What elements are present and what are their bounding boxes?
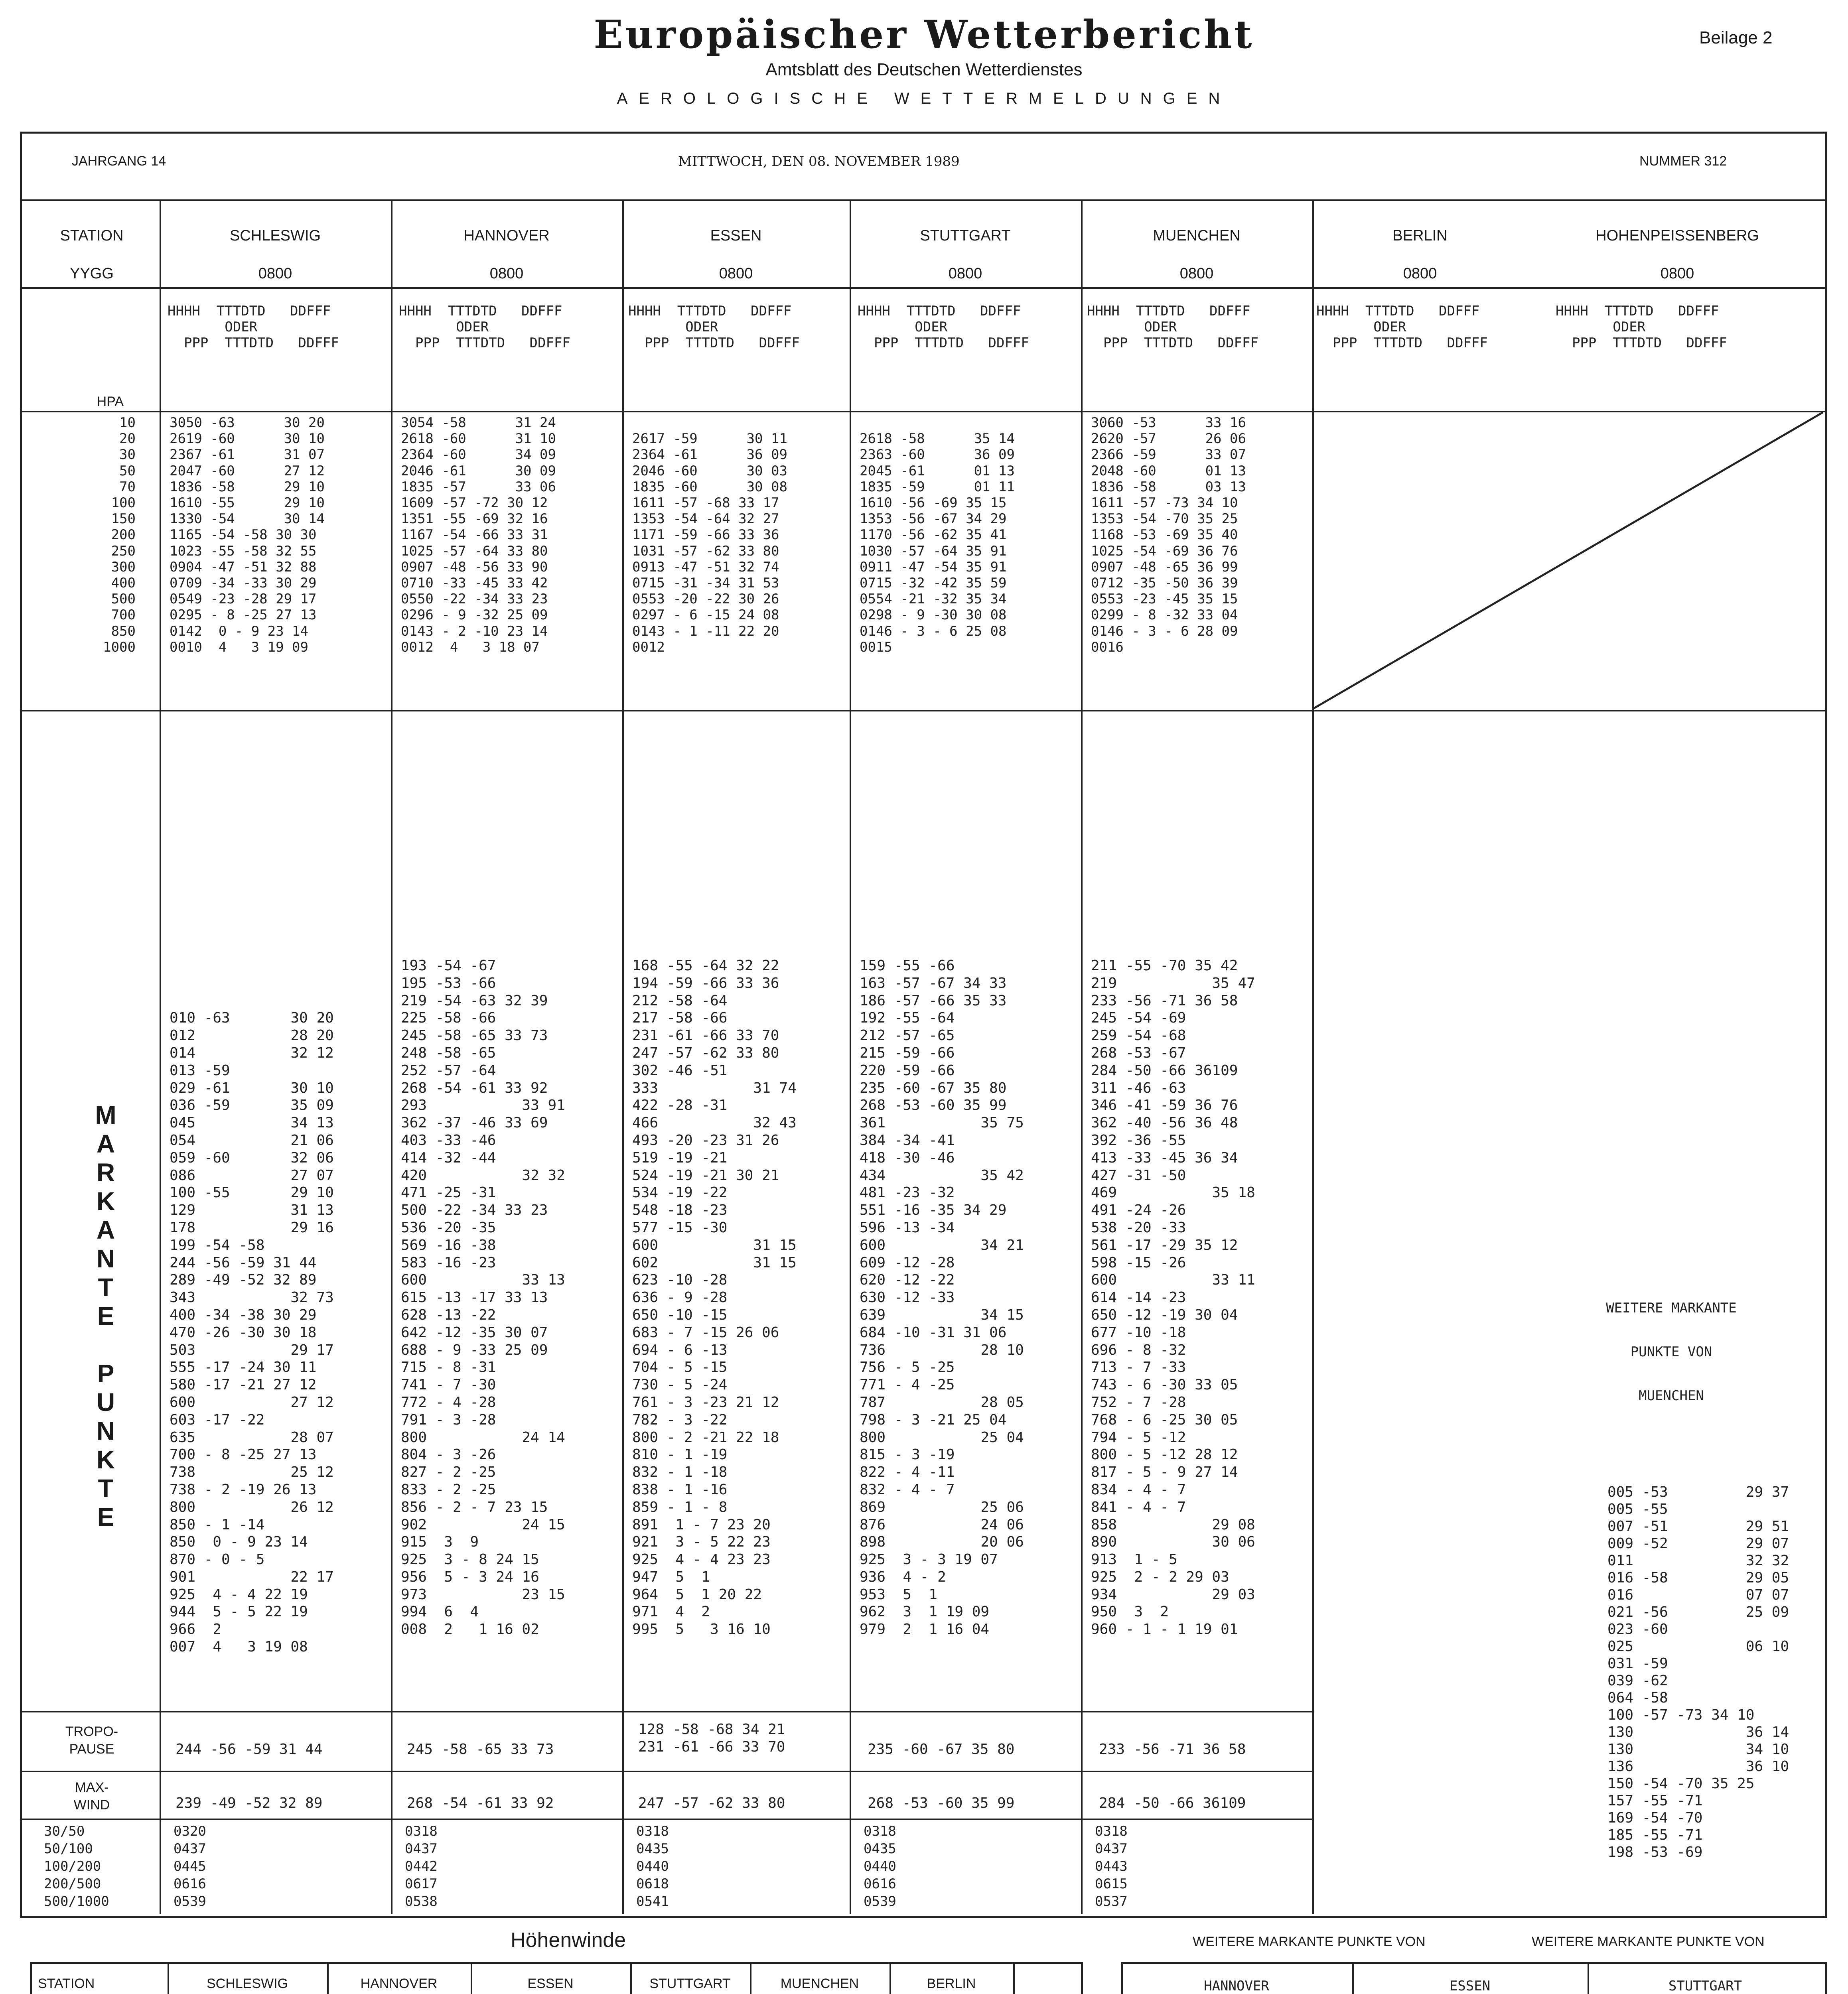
- station-time-hohenpeissenberg: 0800: [1660, 265, 1694, 282]
- weitere-hannover-head: HANNOVER: [1204, 1978, 1269, 1994]
- thickness-essen: 0318 0435 0440 0618 0541: [636, 1823, 669, 1909]
- thickness-hannover: 0318 0437 0442 0617 0538: [405, 1823, 438, 1909]
- tropopause-label: TROPO- PAUSE: [65, 1724, 118, 1757]
- tropopause-schleswig: 244 -56 -59 31 44: [176, 1741, 323, 1758]
- weitere-muenchen-title-1: WEITERE MARKANTE: [1606, 1300, 1737, 1316]
- jahrgang-label: JAHRGANG 14: [72, 154, 166, 169]
- winds-station-hannover: HANNOVER: [360, 1976, 438, 1991]
- markante-hannover: 193 -54 -67 195 -53 -66 219 -54 -63 32 39 225 -58 -66 245 -58 -65 33 73 248 -58 -65 252 -57 -64 268 -54 -61 33 92 293 33 91 362 -37 -46 33 69 403 -33 -46 414 -32 -44 420 32 32 471 -25 -31 500 -22 -34 33 23 536 -20 -35 569 -16 -38 583 -16 -23 600 33 13 615 -13 -17 33 13 628 -13 -22 642 -12 -35 30 07 688 - 9 -33 25 09 715 - 8 -31 741 - 7 -30 772 - 4 -28 791 - 3 -28 800 24 14 804 - 3 -26 827 - 2 -25 833 - 2 -25 856 - 2 - 7 23 15 902 24 15 915 3 9 925 3 - 8 24 15 956 5 - 3 24 16 973 23 15 994 6 4 008 2 1 16 02: [401, 958, 565, 1638]
- hpa-label: HPA: [97, 394, 124, 409]
- colhead-muenchen: HHHH TTTDTD DDFFF ODER PPP TTTDTD DDFFF: [1087, 303, 1258, 351]
- issue-number: NUMMER 312: [1639, 154, 1727, 169]
- colhead-essen: HHHH TTTDTD DDFFF ODER PPP TTTDTD DDFFF: [628, 303, 800, 351]
- winds-station-essen: ESSEN: [527, 1976, 574, 1991]
- colhead-schleswig: HHHH TTTDTD DDFFF ODER PPP TTTDTD DDFFF: [168, 303, 339, 351]
- maxwind-stuttgart: 268 -53 -60 35 99: [868, 1795, 1015, 1811]
- tropopause-stuttgart: 235 -60 -67 35 80: [868, 1741, 1015, 1758]
- winds-station-muenchen: MUENCHEN: [780, 1976, 859, 1991]
- station-name-stuttgart: STUTTGART: [920, 227, 1011, 244]
- weitere-muenchen-title-3: MUENCHEN: [1639, 1388, 1704, 1404]
- station-time-essen: 0800: [719, 265, 753, 282]
- document-subtitle: Amtsblatt des Deutschen Wetterdienstes: [765, 60, 1083, 79]
- weitere-muenchen-list: 005 -53 29 37 005 -55 007 -51 29 51 009 -52 29 07 011 32 32 016 -58 29 05 016 07 07 021 -56 25 09 023 -60 025 06 10 031 -59 039 -62 064 -58 100 -57 -73 34 10 130 36 14 130 34 10 136 36 10 150 -54 -70 35 25 157 -55 -71 169 -54 -70 185 -55 -71 198 -53 -69: [1607, 1484, 1789, 1860]
- station-time-berlin: 0800: [1403, 265, 1437, 282]
- station-time-schleswig: 0800: [258, 265, 292, 282]
- right-panel-header-left: WEITERE MARKANTE PUNKTE VON: [1193, 1934, 1426, 1949]
- station-name-hannover: HANNOVER: [463, 227, 550, 244]
- tropopause-essen: 128 -58 -68 34 21 231 -61 -66 33 70: [638, 1721, 785, 1755]
- hoehenwinde-title: Höhenwinde: [511, 1929, 626, 1952]
- colhead-hannover: HHHH TTTDTD DDFFF ODER PPP TTTDTD DDFFF: [399, 303, 570, 351]
- thickness-schleswig: 0320 0437 0445 0616 0539: [174, 1823, 206, 1909]
- station-name-muenchen: MUENCHEN: [1153, 227, 1241, 244]
- yygg-label: YYGG: [70, 265, 114, 282]
- markante-stuttgart: 159 -55 -66 163 -57 -67 34 33 186 -57 -66 35 33 192 -55 -64 212 -57 -65 215 -59 -66 220 -59 -66 235 -60 -67 35 80 268 -53 -60 35 99 361 35 75 384 -34 -41 418 -30 -46 434 35 42 481 -23 -32 551 -16 -35 34 29 596 -13 -34 600 34 21 609 -12 -28 620 -12 -22 630 -12 -33 639 34 15 684 -10 -31 31 06 736 28 10 756 - 5 -25 771 - 4 -25 787 28 05 798 - 3 -21 25 04 800 25 04 815 - 3 -19 822 - 4 -11 832 - 4 - 7 869 25 06 876 24 06 898 20 06 925 3 - 3 19 07 936 4 - 2 953 5 1 962 3 1 19 09 979 2 1 16 04: [860, 958, 1024, 1638]
- thickness-stuttgart: 0318 0435 0440 0616 0539: [864, 1823, 896, 1909]
- maxwind-hannover: 268 -54 -61 33 92: [407, 1795, 554, 1811]
- weitere-stuttgart-head: STUTTGART: [1668, 1978, 1742, 1994]
- maxwind-essen: 247 -57 -62 33 80: [638, 1795, 785, 1811]
- document-title: Europäischer Wetterbericht: [594, 12, 1254, 57]
- colhead-stuttgart: HHHH TTTDTD DDFFF ODER PPP TTTDTD DDFFF: [858, 303, 1029, 351]
- colhead-berlin: HHHH TTTDTD DDFFF ODER PPP TTTDTD DDFFF: [1316, 303, 1488, 351]
- maxwind-schleswig: 239 -49 -52 32 89: [176, 1795, 323, 1811]
- winds-station-schleswig: SCHLESWIG: [206, 1976, 288, 1991]
- thickness-labels: 30/50 50/100 100/200 200/500 500/1000: [44, 1823, 109, 1909]
- maxwind-label: MAX- WIND: [73, 1780, 110, 1813]
- weitere-muenchen-title-2: PUNKTE VON: [1630, 1344, 1712, 1360]
- markante-schleswig: 010 -63 30 20 012 28 20 014 32 12 013 -59 029 -61 30 10 036 -59 35 09 045 34 13 054 21 06 059 -60 32 06 086 27 07 100 -55 29 10 129 31 13 178 29 16 199 -54 -58 244 -56 -59 31 44 289 -49 -52 32 89 343 32 73 400 -34 -38 30 29 470 -26 -30 30 18 503 29 17 555 -17 -24 30 11 580 -17 -21 27 12 600 27 12 603 -17 -22 635 28 07 700 - 8 -25 27 13 738 25 12 738 - 2 -19 26 13 800 26 12 850 - 1 -14 850 0 - 9 23 14 870 - 0 - 5 901 22 17 925 4 - 4 22 19 944 5 - 5 22 19 966 2 007 4 3 19 08: [170, 1010, 334, 1655]
- levels-muenchen: 3060 -53 33 16 2620 -57 26 06 2366 -59 33 07 2048 -60 01 13 1836 -58 03 13 1611 -57 -73 34 10 1353 -54 -70 35 25 1168 -53 -69 35 40 1025 -54 -69 36 76 0907 -48 -65 36 99 0712 -35 -50 36 39 0553 -23 -45 35 15 0299 - 8 -32 33 04 0146 - 3 - 6 28 09 0016: [1091, 415, 1246, 655]
- weitere-essen-head: ESSEN: [1449, 1978, 1491, 1994]
- winds-station-berlin: BERLIN: [927, 1976, 976, 1991]
- station-name-berlin: BERLIN: [1392, 227, 1448, 244]
- markante-essen: 168 -55 -64 32 22 194 -59 -66 33 36 212 -58 -64 217 -58 -66 231 -61 -66 33 70 247 -57 -62 33 80 302 -46 -51 333 31 74 422 -28 -31 466 32 43 493 -20 -23 31 26 519 -19 -21 524 -19 -21 30 21 534 -19 -22 548 -18 -23 577 -15 -30 600 31 15 602 31 15 623 -10 -28 636 - 9 -28 650 -10 -15 683 - 7 -15 26 06 694 - 6 -13 704 - 5 -15 730 - 5 -24 761 - 3 -23 21 12 782 - 3 -22 800 - 2 -21 22 18 810 - 1 -19 832 - 1 -18 838 - 1 -16 859 - 1 - 8 891 1 - 7 23 20 921 3 - 5 22 23 925 4 - 4 23 23 947 5 1 964 5 1 20 22 971 4 2 995 5 3 16 10: [632, 958, 797, 1638]
- thickness-muenchen: 0318 0437 0443 0615 0537: [1095, 1823, 1128, 1909]
- winds-station-stuttgart: STUTTGART: [649, 1976, 731, 1991]
- no-data-diagonal: [1312, 411, 1826, 710]
- tropopause-hannover: 245 -58 -65 33 73: [407, 1741, 554, 1758]
- markante-punkte-label: M A R K A N T E P U N K T E: [95, 1101, 116, 1531]
- winds-station-label: STATION: [38, 1976, 95, 1991]
- colhead-hohenpeissenberg: HHHH TTTDTD DDFFF ODER PPP TTTDTD DDFFF: [1556, 303, 1727, 351]
- levels-stuttgart: 2618 -58 35 14 2363 -60 36 09 2045 -61 01 13 1835 -59 01 11 1610 -56 -69 35 15 1353 -56 -67 34 29 1170 -56 -62 35 41 1030 -57 -64 35 91 0911 -47 -54 35 91 0715 -32 -42 35 59 0554 -21 -32 35 34 0298 - 9 -30 30 08 0146 - 3 - 6 25 08 0015: [860, 431, 1015, 655]
- maxwind-muenchen: 284 -50 -66 36109: [1099, 1795, 1246, 1811]
- levels-essen: 2617 -59 30 11 2364 -61 36 09 2046 -60 30 03 1835 -60 30 08 1611 -57 -68 33 17 1353 -54 -64 32 27 1171 -59 -66 33 36 1031 -57 -62 33 80 0913 -47 -51 32 74 0715 -31 -34 31 53 0553 -20 -22 30 26 0297 - 6 -15 24 08 0143 - 1 -11 22 20 0012: [632, 431, 787, 655]
- station-label: STATION: [60, 227, 124, 244]
- station-time-hannover: 0800: [489, 265, 524, 282]
- markante-muenchen: 211 -55 -70 35 42 219 35 47 233 -56 -71 36 58 245 -54 -69 259 -54 -68 268 -53 -67 284 -50 -66 36109 311 -46 -63 346 -41 -59 36 76 362 -40 -56 36 48 392 -36 -55 413 -33 -45 36 34 427 -31 -50 469 35 18 491 -24 -26 538 -20 -33 561 -17 -29 35 12 598 -15 -26 600 33 11 614 -14 -23 650 -12 -19 30 04 677 -10 -18 696 - 8 -32 713 - 7 -33 743 - 6 -30 33 05 752 - 7 -28 768 - 6 -25 30 05 794 - 5 -12 800 - 5 -12 28 12 817 - 5 - 9 27 14 834 - 4 - 7 841 - 4 - 7 858 29 08 890 30 06 913 1 - 5 925 2 - 2 29 03 934 29 03 950 3 2 960 - 1 - 1 19 01: [1091, 958, 1255, 1638]
- right-panel-header-right: WEITERE MARKANTE PUNKTE VON: [1532, 1934, 1765, 1949]
- station-time-stuttgart: 0800: [948, 265, 982, 282]
- station-name-schleswig: SCHLESWIG: [229, 227, 321, 244]
- tropopause-muenchen: 233 -56 -71 36 58: [1099, 1741, 1246, 1758]
- levels-hannover: 3054 -58 31 24 2618 -60 31 10 2364 -60 34 09 2046 -61 30 09 1835 -57 33 06 1609 -57 -72 30 12 1351 -55 -69 32 16 1167 -54 -66 33 31 1025 -57 -64 33 80 0907 -48 -56 33 90 0710 -33 -45 33 42 0550 -22 -34 33 23 0296 - 9 -32 25 09 0143 - 2 -10 23 14 0012 4 3 18 07: [401, 415, 556, 655]
- station-name-hohenpeissenberg: HOHENPEISSENBERG: [1596, 227, 1759, 244]
- station-time-muenchen: 0800: [1179, 265, 1214, 282]
- station-name-essen: ESSEN: [710, 227, 762, 244]
- levels-schleswig: 3050 -63 30 20 2619 -60 30 10 2367 -61 31 07 2047 -60 27 12 1836 -58 29 10 1610 -55 29 10 1330 -54 30 14 1165 -54 -58 30 30 1023 -55 -58 32 55 0904 -47 -51 32 88 0709 -34 -33 30 29 0549 -23 -28 29 17 0295 - 8 -25 27 13 0142 0 - 9 23 14 0010 4 3 19 09: [170, 415, 325, 655]
- date-label: MITTWOCH, DEN 08. NOVEMBER 1989: [678, 154, 960, 169]
- section-title: AEROLOGISCHE WETTERMELDUNGEN: [617, 90, 1231, 107]
- beilage-label: Beilage 2: [1699, 28, 1773, 47]
- hpa-levels: 10 20 30 50 70 100 150 200 250 300 400 500 700 850 1000: [103, 415, 136, 655]
